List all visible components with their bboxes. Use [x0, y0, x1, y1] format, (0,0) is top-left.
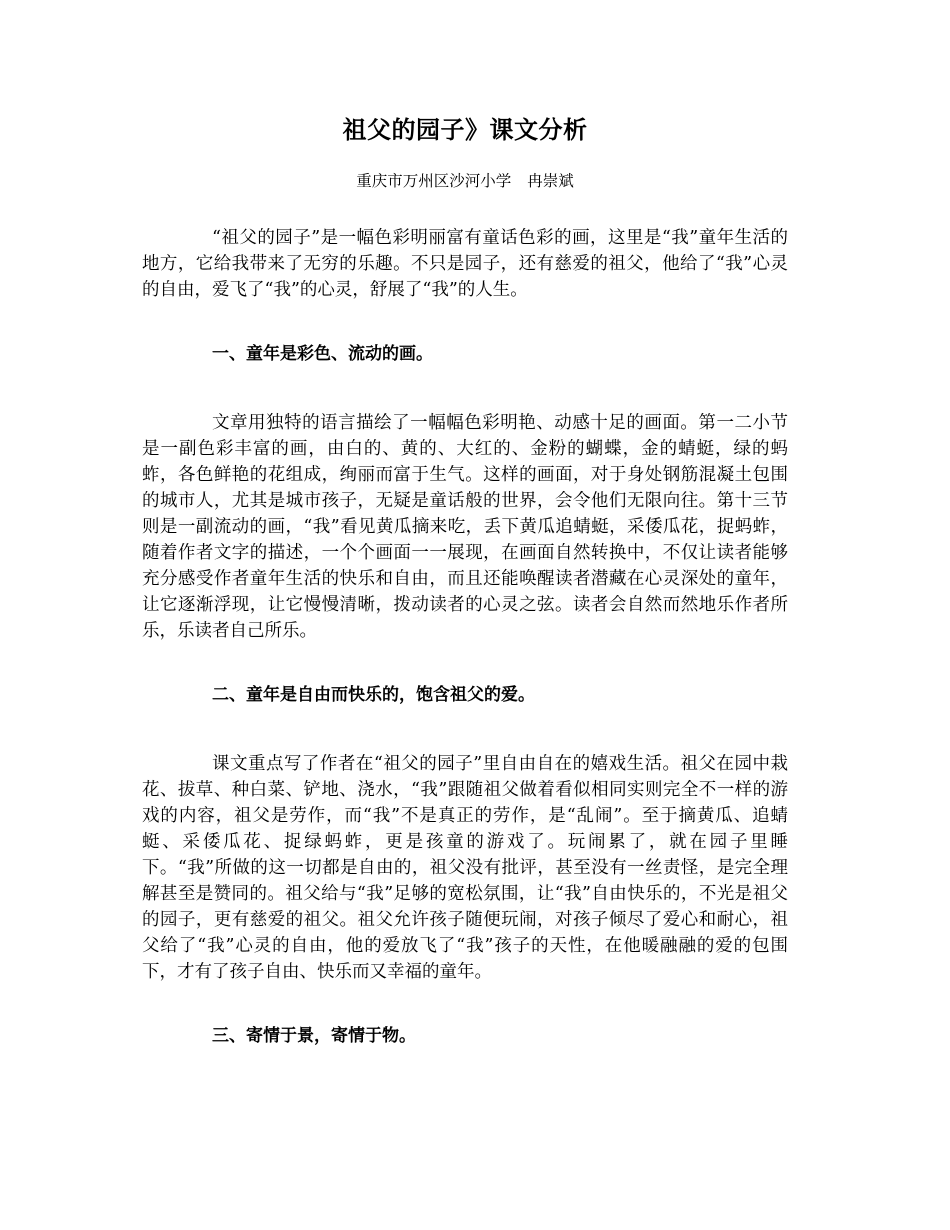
document-title: 祖父的园子》课文分析 [342, 116, 588, 144]
section-heading-3: 三、寄情于景，寄情于物。 [212, 1026, 416, 1046]
intro-paragraph: “祖父的园子”是一幅色彩明丽富有童话色彩的画，这里是“我”童年生活的地方，它给我带来了无穷的乐趣。不只是园子，还有慈爱的祖父，他给了“我”心灵的自由，爱飞了“我”的心灵，舒展了“我”的人生。 [142, 228, 788, 300]
document-page [142, 112, 788, 1049]
author-name: 冉崇斌 [527, 172, 574, 190]
section-heading-1: 一、童年是彩色、流动的画。 [212, 344, 433, 364]
section-paragraph-1: 文章用独特的语言描绘了一幅幅色彩明艳、动感十足的画面。第一二小节是一副色彩丰富的画，由白的、黄的、大红的、金粉的蝴蝶，金的蜻蜓，绿的蚂蚱，各色鲜艳的花组成，绚丽而富于生气。这样的画面，对于身处钢筋混凝土包围的城市人，尤其是城市孩子，无疑是童话般的世界，会令他们无限向往。第十三节则是一副流动的画，“我”看见黄瓜摘来吃，丢下黄瓜追蜻蜓，采倭瓜花，捉蚂蚱，随着作者文字的描述，一个个画面一一展现，在画面自然转换中，不仅让读者能够充分感受作者童年生活的快乐和自由，而且还能唤醒读者潜藏在心灵深处的童年，让它逐渐浮现，让它慢慢清晰，拨动读者的心灵之弦。读者会自然而然地乐作者所乐，乐读者自己所乐。 [142, 413, 788, 641]
school-name: 重庆市万州区沙河小学 [356, 172, 512, 190]
section-paragraph-2: 课文重点写了作者在“祖父的园子”里自由自在的嬉戏生活。祖父在园中栽花、拔草、种白菜、铲地、浇水，“我”跟随祖父做着看似相同实则完全不一样的游戏的内容，祖父是劳作，而“我”不是真正的劳作，是“乱闹”。至于摘黄瓜、追蜻蜓、采倭瓜花、捉绿蚂蚱，更是孩童的游戏了。玩闹累了，就在园子里睡下。“我”所做的这一切都是自由的，祖父没有批评，甚至没有一丝责怪，是完全理解甚至是赞同的。祖父给与“我”足够的宽松氛围，让“我”自由快乐的，不光是祖父的园子，更有慈爱的祖父。祖父允许孩子随便玩闹，对孩子倾尽了爱心和耐心，祖父给了“我”心灵的自由，他的爱放飞了“我”孩子的天性，在他暖融融的爱的包围下，才有了孩子自由、快乐而又幸福的童年。 [142, 754, 788, 982]
author-line [142, 169, 788, 193]
section-heading-2: 二、童年是自由而快乐的，饱含祖父的爱。 [212, 685, 535, 705]
